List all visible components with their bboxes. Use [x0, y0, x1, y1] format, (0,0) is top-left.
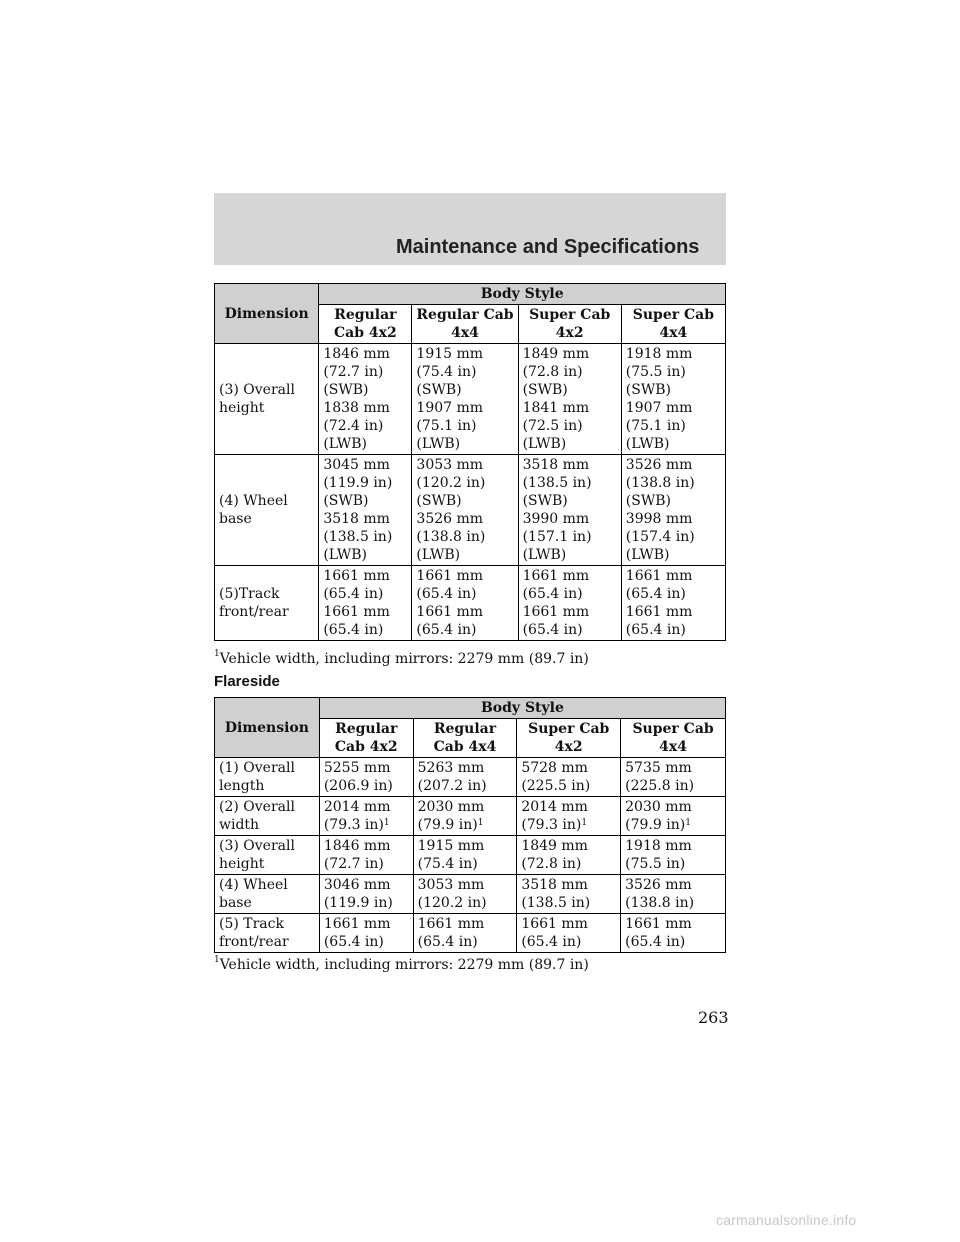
cell-line: (207.2 in)	[417, 778, 487, 794]
table-cell	[413, 758, 517, 797]
table-cell	[412, 566, 518, 641]
cell-line: (119.9 in)	[323, 895, 393, 911]
cell-line: 5263 mm	[417, 760, 485, 776]
table-cell	[517, 758, 621, 797]
cell-line: (65.4 in)	[416, 622, 477, 638]
cell-line: (72.7 in)	[323, 856, 384, 872]
cell-line: (225.5 in)	[521, 778, 591, 794]
column-header-line: 4x4	[659, 325, 688, 341]
table-cell	[621, 566, 725, 641]
cell-line: (72.8 in)	[521, 856, 582, 872]
cell-line: (65.4 in)	[625, 934, 686, 950]
cell-line: (120.2 in)	[417, 895, 487, 911]
cell-line: 1915 mm	[416, 346, 484, 362]
table-cell	[517, 797, 621, 836]
table-cell	[413, 797, 517, 836]
cell-line: 3518 mm	[323, 511, 390, 527]
cell-line: 2014 mm	[323, 799, 391, 815]
footnote	[214, 651, 589, 667]
cell-line: (157.1 in)	[522, 529, 592, 545]
table-cell	[621, 875, 726, 914]
cell-line: 3046 mm	[323, 877, 391, 893]
cell-line: (65.4 in)	[323, 934, 384, 950]
row-label	[215, 914, 320, 953]
cell-line: 3518 mm	[522, 457, 590, 473]
row-label-line: length	[219, 778, 265, 794]
cell-line: (138.5 in)	[323, 529, 393, 545]
cell-line: (72.5 in)	[522, 418, 583, 434]
table-cell	[319, 914, 413, 953]
cell-line: (72.7 in)	[323, 364, 384, 380]
cell-line: 1849 mm	[522, 346, 590, 362]
row-label-line: front/rear	[219, 604, 289, 620]
table-cell	[621, 344, 725, 455]
row-label	[215, 758, 320, 797]
cell-line: 1661 mm	[522, 604, 590, 620]
cell-line: (75.4 in)	[416, 364, 477, 380]
column-header-line: 4x2	[555, 325, 584, 341]
cell-line: (138.5 in)	[522, 475, 592, 491]
cell-line: 1915 mm	[417, 838, 485, 854]
footnote-reference: 1	[581, 818, 588, 828]
cell-line: (75.1 in)	[625, 418, 686, 434]
cell-line: (138.8 in)	[625, 895, 695, 911]
column-header-line: Regular	[433, 721, 497, 737]
cell-line: 1661 mm	[625, 916, 692, 932]
cell-line: 1918 mm	[625, 838, 692, 854]
cell-line: (120.2 in)	[416, 475, 486, 491]
table-cell	[413, 875, 517, 914]
row-label	[215, 566, 319, 641]
footnote-mark: 1	[214, 649, 220, 659]
table-cell	[319, 758, 413, 797]
table-cell	[518, 455, 621, 566]
cell-line: (119.9 in)	[323, 475, 393, 491]
cell-line: 1661 mm	[625, 568, 693, 584]
column-header-line: Cab 4x2	[334, 325, 397, 341]
cell-line: 1661 mm	[625, 604, 693, 620]
cell-line: (65.4 in)	[522, 586, 583, 602]
table-row	[215, 836, 726, 875]
cell-line: (LWB)	[323, 547, 368, 563]
cell-line: 1918 mm	[625, 346, 693, 362]
cell-line: 1849 mm	[521, 838, 588, 854]
column-header-body-style-4	[621, 305, 725, 344]
cell-line: (79.3 in)$^1$	[521, 817, 588, 833]
dimensions-table-styleside	[214, 283, 726, 641]
section-title: Maintenance and Specifications	[396, 236, 700, 258]
cell-line: 1661 mm	[521, 916, 588, 932]
cell-line: (138.8 in)	[416, 529, 486, 545]
row-label-line: (4) Wheel	[219, 877, 288, 893]
cell-line: 1846 mm	[323, 346, 390, 362]
column-header-body-style-1	[319, 719, 413, 758]
row-label-line: (2) Overall	[219, 799, 295, 815]
row-label-line: (5) Track	[219, 916, 284, 932]
footnote-reference: 1	[383, 818, 390, 828]
row-label-line: front/rear	[219, 934, 289, 950]
cell-line: (SWB)	[416, 382, 462, 398]
table-cell	[517, 875, 621, 914]
table-cell	[413, 914, 517, 953]
column-header-line: Regular	[335, 721, 398, 737]
cell-line: (65.4 in)	[416, 586, 477, 602]
cell-line: 5728 mm	[521, 760, 588, 776]
column-header-dimension: Dimension	[215, 698, 320, 758]
cell-line: (65.4 in)	[625, 622, 686, 638]
row-label-line: (4) Wheel	[219, 493, 288, 509]
cell-line: 5735 mm	[625, 760, 692, 776]
cell-line: (65.4 in)	[323, 586, 384, 602]
cell-line: (79.9 in)$^1$	[417, 817, 484, 833]
cell-line: (LWB)	[416, 547, 461, 563]
cell-line: (65.4 in)	[521, 934, 582, 950]
row-label-line: height	[219, 856, 265, 872]
column-header-body-style-2	[413, 719, 517, 758]
row-label-line: (1) Overall	[219, 760, 295, 776]
cell-line: (LWB)	[323, 436, 368, 452]
row-label-line: width	[219, 817, 260, 833]
table-row	[215, 758, 726, 797]
column-header-line: Cab 4x2	[334, 739, 398, 755]
cell-line: (75.1 in)	[416, 418, 477, 434]
cell-line: 1907 mm	[625, 400, 693, 416]
cell-line: 2030 mm	[625, 799, 692, 815]
table-cell	[319, 566, 412, 641]
column-header-line: Cab 4x4	[433, 739, 497, 755]
column-header-line: Super Cab	[528, 721, 610, 737]
column-header-body-style-4	[621, 719, 726, 758]
cell-line: 3526 mm	[416, 511, 484, 527]
table-cell	[517, 914, 621, 953]
cell-line: (65.4 in)	[522, 622, 583, 638]
cell-line: (LWB)	[522, 547, 567, 563]
table-cell	[621, 836, 726, 875]
cell-line: (72.4 in)	[323, 418, 384, 434]
row-label	[215, 836, 320, 875]
cell-line: 1661 mm	[416, 604, 484, 620]
table-row	[215, 455, 726, 566]
table-row	[215, 344, 726, 455]
column-header-line: Regular	[334, 307, 397, 323]
header-divider	[214, 265, 726, 268]
watermark-text: carmanualsonline.info	[716, 1212, 857, 1228]
column-header-body-style-3	[518, 305, 621, 344]
dimensions-table-flareside	[214, 697, 726, 953]
row-label-line: base	[219, 511, 252, 527]
footnote-text: Vehicle width, including mirrors: 2279 mm (89.7 in)	[219, 957, 589, 973]
table-cell	[319, 875, 413, 914]
table-row	[215, 875, 726, 914]
cell-line: (75.5 in)	[625, 856, 686, 872]
column-header-body-style-1	[319, 305, 412, 344]
cell-line: (SWB)	[522, 382, 568, 398]
cell-line: (SWB)	[522, 493, 568, 509]
cell-line: 3998 mm	[625, 511, 693, 527]
cell-line: (138.5 in)	[521, 895, 591, 911]
footnote-text: Vehicle width, including mirrors: 2279 mm (89.7 in)	[219, 651, 589, 667]
column-group-header-body-style: Body Style	[319, 284, 726, 305]
cell-line: (75.4 in)	[417, 856, 478, 872]
table-cell	[319, 836, 413, 875]
table-cell	[621, 914, 726, 953]
column-header-line: 4x4	[451, 325, 479, 341]
cell-line: (138.8 in)	[625, 475, 695, 491]
table-row	[215, 566, 726, 641]
page-number: 263	[698, 1008, 729, 1027]
cell-line: (SWB)	[323, 382, 369, 398]
column-group-header-body-style: Body Style	[319, 698, 725, 719]
cell-line: 2014 mm	[521, 799, 588, 815]
cell-line: (75.5 in)	[625, 364, 686, 380]
cell-line: 1846 mm	[323, 838, 391, 854]
table-cell	[319, 344, 412, 455]
row-label	[215, 797, 320, 836]
cell-line: (65.4 in)	[625, 586, 686, 602]
cell-line: (206.9 in)	[323, 778, 393, 794]
cell-line: 1661 mm	[323, 604, 390, 620]
cell-line: 3053 mm	[417, 877, 485, 893]
table-cell	[621, 758, 726, 797]
cell-line: 3045 mm	[323, 457, 390, 473]
table-cell	[412, 344, 518, 455]
row-label-line: base	[219, 895, 252, 911]
column-header-line: 4x2	[554, 739, 583, 755]
cell-line: (72.8 in)	[522, 364, 583, 380]
footnote-mark: 1	[214, 955, 220, 965]
table-row	[215, 914, 726, 953]
footnote-reference: 1	[685, 818, 691, 828]
cell-line: 3518 mm	[521, 877, 588, 893]
table-cell	[517, 836, 621, 875]
cell-line: 1841 mm	[522, 400, 590, 416]
cell-line: 1661 mm	[323, 916, 391, 932]
row-label	[215, 344, 319, 455]
cell-line: (SWB)	[416, 493, 462, 509]
table-cell	[621, 797, 726, 836]
column-header-dimension: Dimension	[215, 284, 319, 344]
column-header-line: Super Cab	[632, 721, 714, 737]
cell-line: 1661 mm	[522, 568, 590, 584]
table-cell	[621, 455, 725, 566]
column-header-line: Super Cab	[529, 307, 611, 323]
cell-line: 3053 mm	[416, 457, 484, 473]
cell-line: 1907 mm	[416, 400, 484, 416]
cell-line: (SWB)	[625, 382, 671, 398]
cell-line: (LWB)	[625, 436, 670, 452]
row-label	[215, 455, 319, 566]
subhead-flareside: Flareside	[214, 673, 280, 690]
cell-line: 1661 mm	[417, 916, 485, 932]
table-cell	[413, 836, 517, 875]
column-header-body-style-2	[412, 305, 518, 344]
cell-line: (LWB)	[416, 436, 461, 452]
cell-line: 2030 mm	[417, 799, 485, 815]
table-cell	[518, 566, 621, 641]
cell-line: 5255 mm	[323, 760, 391, 776]
row-label-line: (3) Overall	[219, 838, 295, 854]
table-row	[215, 797, 726, 836]
cell-line: (SWB)	[625, 493, 671, 509]
footnote-reference: 1	[477, 818, 484, 828]
footnote	[214, 957, 589, 973]
cell-line: (225.8 in)	[625, 778, 695, 794]
column-header-body-style-3	[517, 719, 621, 758]
table-cell	[319, 797, 413, 836]
table-cell	[412, 455, 518, 566]
row-label-line: height	[219, 400, 265, 416]
cell-line: 1661 mm	[416, 568, 484, 584]
row-label-line: (3) Overall	[219, 382, 295, 398]
cell-line: 3526 mm	[625, 877, 692, 893]
table-cell	[518, 344, 621, 455]
cell-line: 3526 mm	[625, 457, 693, 473]
cell-line: (157.4 in)	[625, 529, 695, 545]
column-header-line: Super Cab	[632, 307, 715, 323]
cell-line: 3990 mm	[522, 511, 590, 527]
cell-line: (79.9 in)$^1$	[625, 817, 691, 833]
table-cell	[319, 455, 412, 566]
cell-line: (65.4 in)	[417, 934, 478, 950]
cell-line: (LWB)	[522, 436, 567, 452]
column-header-line: 4x4	[659, 739, 687, 755]
cell-line: 1661 mm	[323, 568, 390, 584]
cell-line: (LWB)	[625, 547, 670, 563]
cell-line: 1838 mm	[323, 400, 390, 416]
row-label-line: (5)Track	[219, 586, 280, 602]
row-label	[215, 875, 320, 914]
cell-line: (SWB)	[323, 493, 369, 509]
column-header-line: Regular Cab	[416, 307, 514, 323]
cell-line: (65.4 in)	[323, 622, 384, 638]
cell-line: (79.3 in)$^1$	[323, 817, 390, 833]
